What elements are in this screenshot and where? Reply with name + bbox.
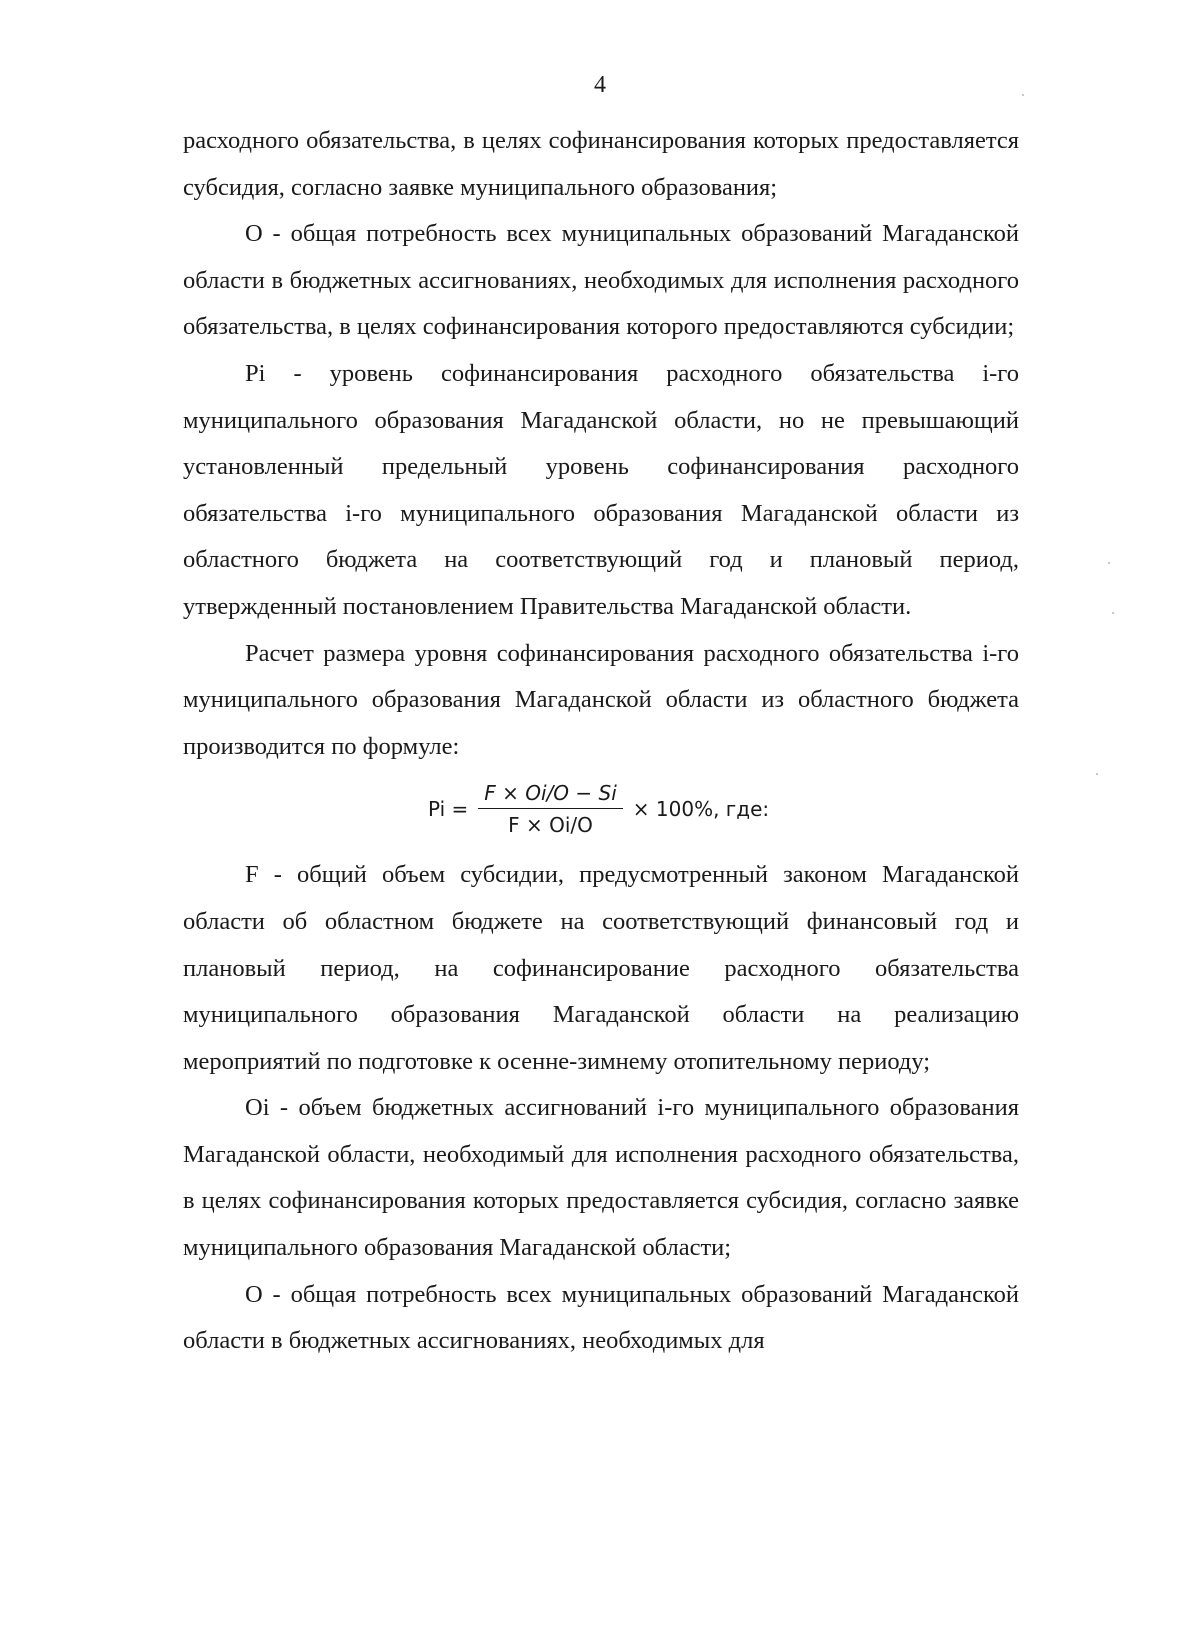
formula-numerator: F × Oi/O − Si [478,783,622,809]
scan-speck [1108,562,1110,564]
formula-denominator: F × Oi/O [508,813,593,838]
scan-speck [1112,612,1114,614]
formula-lhs: Pi = [428,797,469,822]
paragraph-definition-f: F - общий объем субсидии, предусмотренный законом Магаданской области об областном бюджете на соответствующий финансовый год и плановый период, на софинансирование расходного обязательства муниципального образования Магаданской области на реализацию мероприятий по подготовке к осенне-зимнему отопительному периоду; [183,861,1019,1075]
page-number: 4 [594,72,606,98]
paragraph-definition-o-repeat: О - общая потребность всех муниципальных образований Магаданской области в бюджетных ассигнованиях, необходимых для [183,1280,1019,1355]
formula-rhs: × 100%, где: [632,797,770,822]
paragraph-definition-pi: Pi - уровень софинансирования расходного обязательства i-го муниципального образования Магаданской области, но не превышающий установленный предельный уровень софинансирования расходного обязательства i-го муниципального образования Магаданской области из областного бюджета на соответствующий год и плановый период, утвержденный постановлением Правительства Магаданской области. [183,359,1019,620]
formula [428,772,1019,846]
scan-speck [1022,94,1024,96]
scan-speck [1096,773,1098,775]
paragraph-definition-o: О - общая потребность всех муниципальных образований Магаданской области в бюджетных ассигнованиях, необходимых для исполнения расходного обязательства, в целях софинансирования которого предоставляются субсидии; [183,220,1019,341]
paragraph-definition-oi: Oi - объем бюджетных ассигнований i-го муниципального образования Магаданской области, необходимый для исполнения расходного обязательства, в целях софинансирования которых предоставляется субсидия, согласно заявке муниципального образования Магаданской области; [183,1094,1019,1262]
paragraph-continuation: расходного обязательства, в целях софинансирования которых предоставляется субсидия, согласно заявке муниципального образования; [183,127,1019,201]
paragraph-formula-intro: Расчет размера уровня софинансирования расходного обязательства i-го муниципального образования Магаданской области из областного бюджета производится по формуле: [183,639,1019,760]
document-body [183,118,1019,1365]
formula-fraction [478,781,622,838]
